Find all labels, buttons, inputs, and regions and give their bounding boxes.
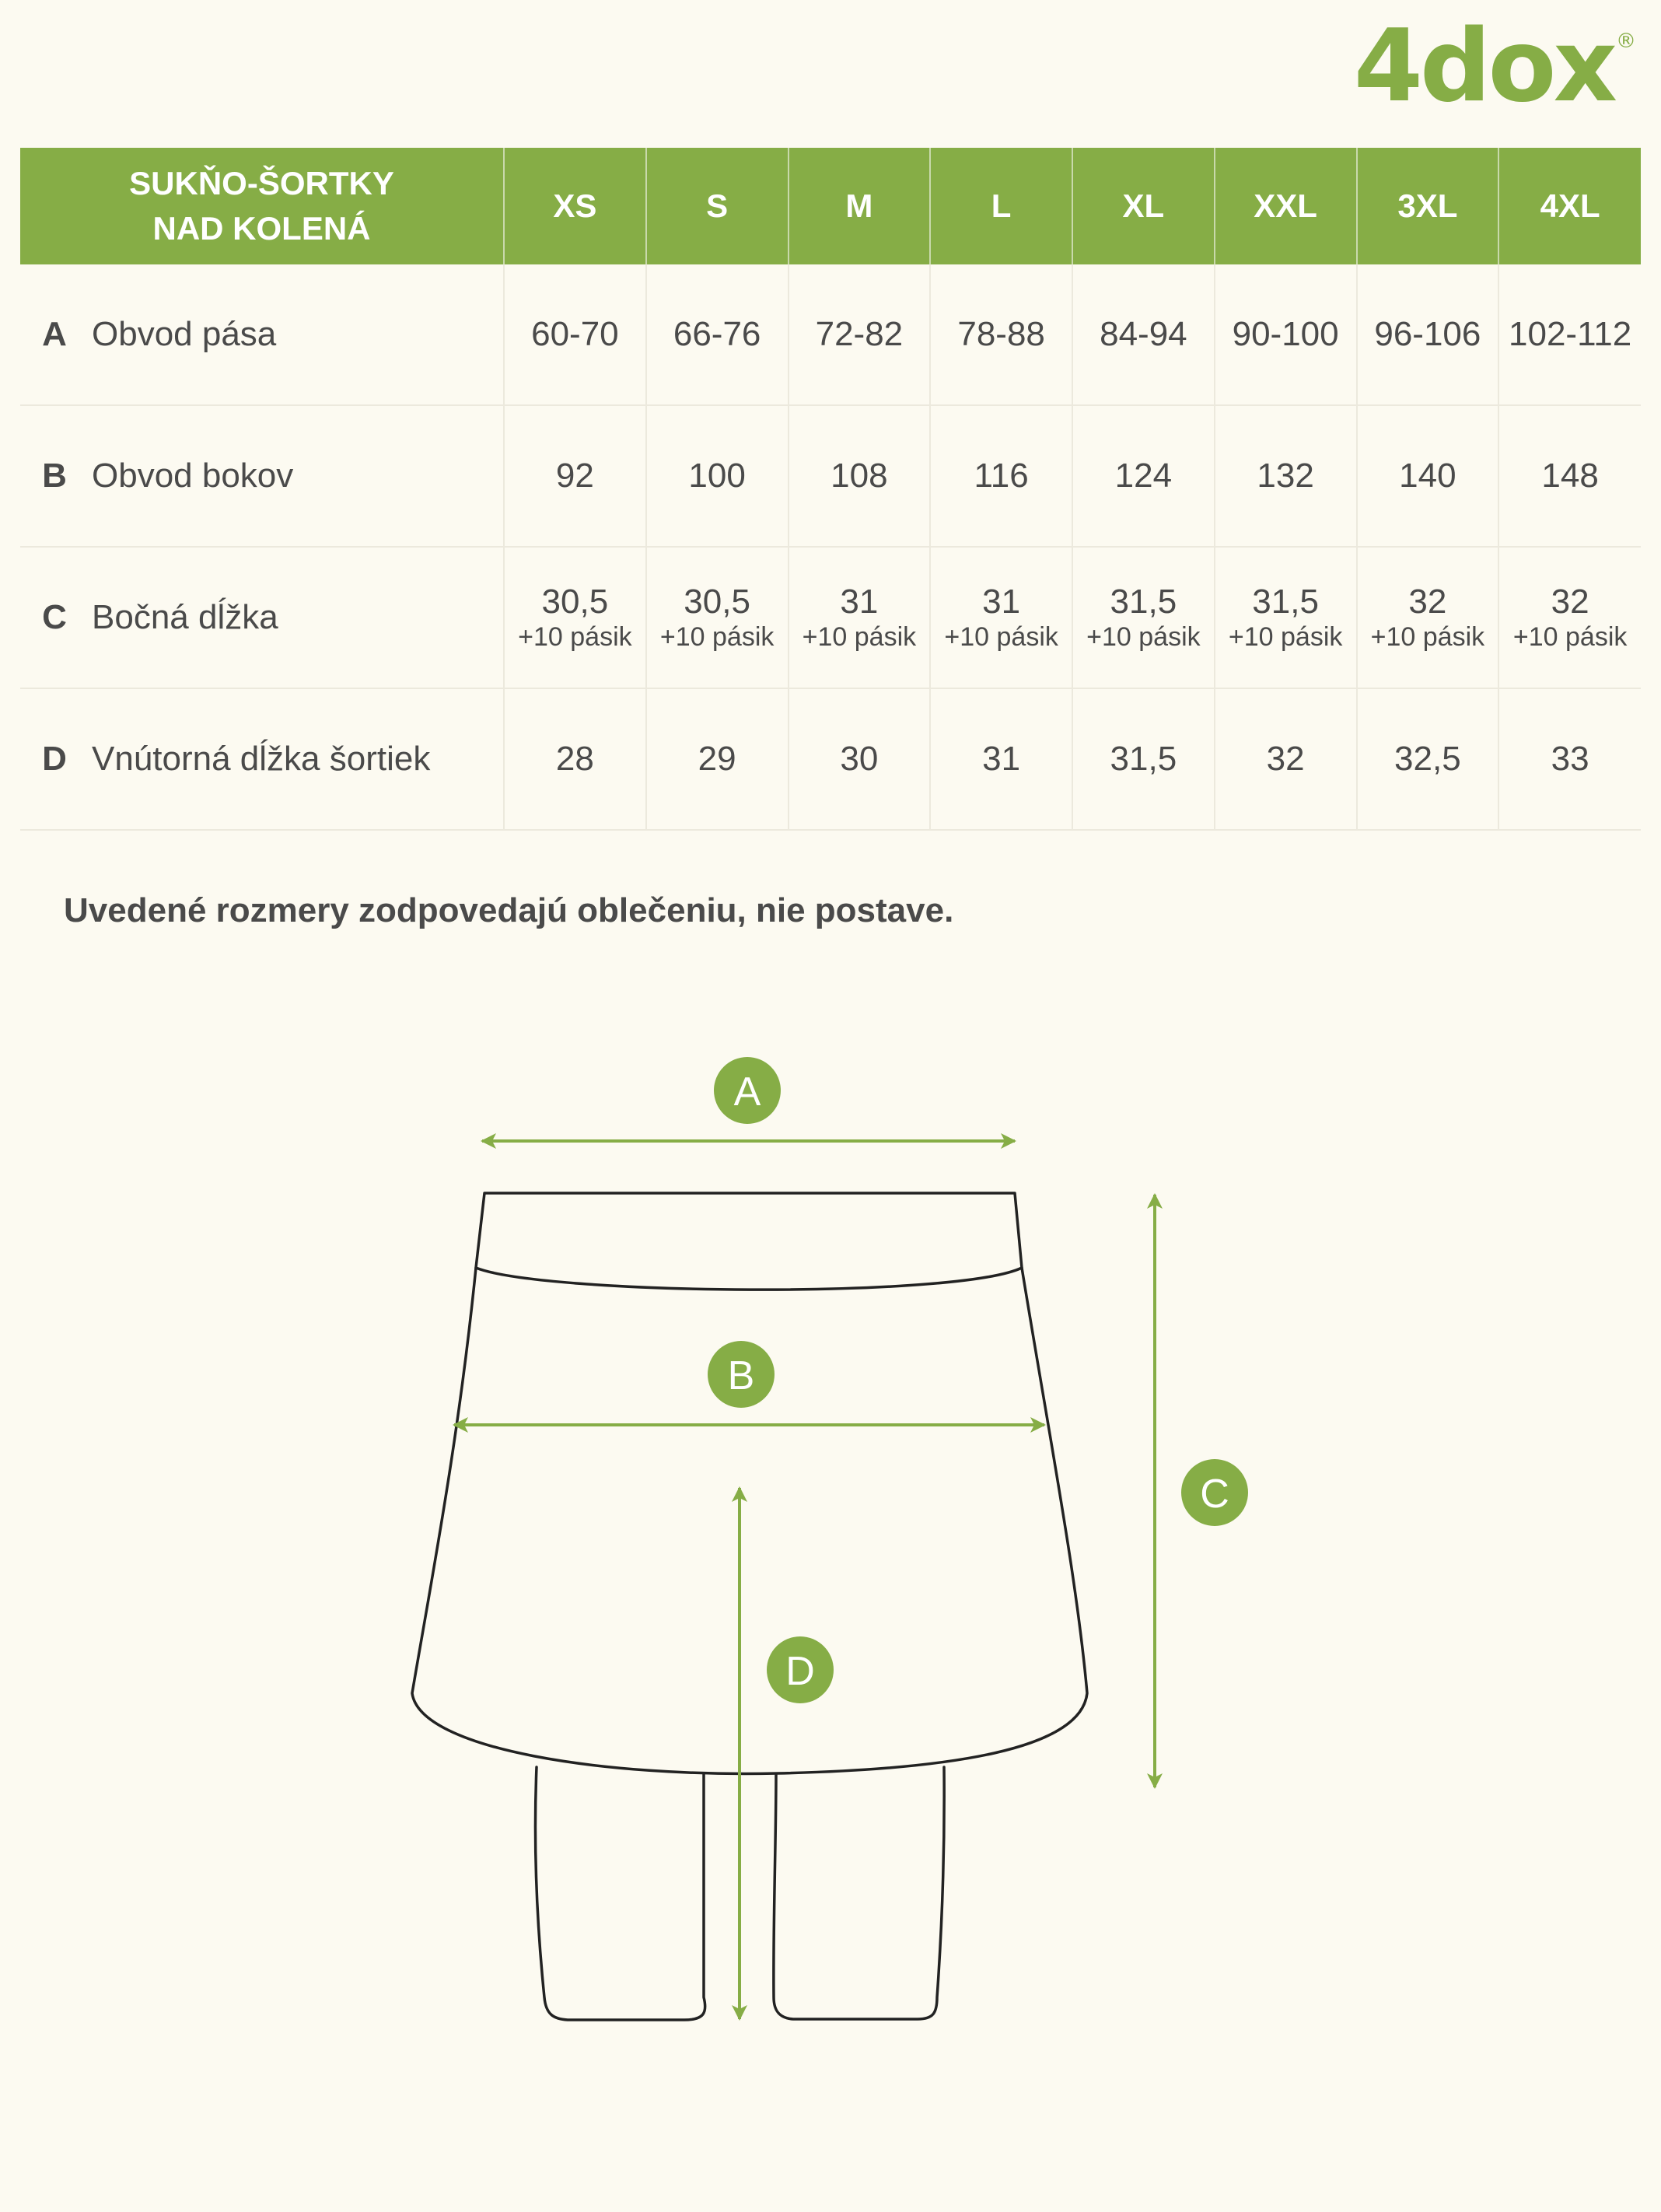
- size-header: L: [930, 148, 1072, 264]
- row-label: Vnútorná dĺžka šortiek: [89, 688, 504, 830]
- size-header: S: [646, 148, 789, 264]
- cell-main-value: 30,5: [541, 583, 609, 621]
- size-header: 4XL: [1498, 148, 1641, 264]
- row-label: Obvod pása: [89, 264, 504, 405]
- cell-value: 78-88: [930, 264, 1072, 405]
- badge-c: [1181, 1459, 1248, 1526]
- cell-value: 32,5: [1357, 688, 1499, 830]
- row-label: Obvod bokov: [89, 405, 504, 547]
- skort-outline: [412, 1193, 1087, 2020]
- cell-value: 132: [1215, 405, 1357, 547]
- cell-value: 28: [504, 688, 646, 830]
- cell-value: 29: [646, 688, 789, 830]
- badge-b: [708, 1341, 775, 1408]
- cell-value: 32: [1215, 688, 1357, 830]
- cell-value: 124: [1072, 405, 1215, 547]
- cell-sub-value: +10 pásik: [1228, 622, 1343, 652]
- cell-main-value: 30,5: [684, 583, 750, 621]
- cell-sub-value: +10 pásik: [1512, 622, 1628, 652]
- cell-main-value: 32: [1551, 583, 1589, 621]
- cell-value: 92: [504, 405, 646, 547]
- size-header: XXL: [1215, 148, 1357, 264]
- shorts-left-leg: [535, 1767, 705, 2020]
- badge-a-label: A: [733, 1069, 761, 1115]
- cell-sub-value: +10 pásik: [802, 622, 917, 652]
- cell-value: 96-106: [1357, 264, 1499, 405]
- cell-sub-value: +10 pásik: [659, 622, 775, 652]
- badge-d-label: D: [785, 1649, 815, 1694]
- cell-value: 33: [1498, 688, 1641, 830]
- cell-value: 100: [646, 405, 789, 547]
- cell-value: 30: [789, 688, 931, 830]
- size-header: XS: [504, 148, 646, 264]
- cell-value: 31,5: [1072, 688, 1215, 830]
- cell-main-value: 31: [840, 583, 879, 621]
- cell-value: 140: [1357, 405, 1499, 547]
- size-header: M: [789, 148, 931, 264]
- badge-c-label: C: [1200, 1472, 1229, 1517]
- cell-value: 116: [930, 405, 1072, 547]
- row-letter: A: [20, 264, 89, 405]
- cell-value: 148: [1498, 405, 1641, 547]
- badge-d: [767, 1636, 834, 1703]
- badge-a: [714, 1057, 781, 1124]
- row-letter: C: [20, 547, 89, 688]
- cell-main-value: 31: [982, 583, 1021, 621]
- shorts-right-leg: [774, 1767, 944, 2019]
- cell-main-value: 32: [1408, 583, 1447, 621]
- cell-sub-value: +10 pásik: [518, 622, 632, 652]
- cell-value: 102-112: [1498, 264, 1641, 405]
- cell-sub-value: +10 pásik: [944, 622, 1058, 652]
- row-letter: D: [20, 688, 89, 830]
- table-title-line1: SUKŇO-ŠORTKY: [129, 165, 394, 201]
- registered-mark: ®: [1616, 30, 1633, 53]
- cell-value: 60-70: [504, 264, 646, 405]
- cell-sub-value: +10 pásik: [1086, 622, 1201, 652]
- cell-value: 31: [930, 688, 1072, 830]
- logo-text: 4dox: [1353, 9, 1614, 124]
- cell-value: 90-100: [1215, 264, 1357, 405]
- cell-main-value: 31,5: [1252, 583, 1319, 621]
- badge-b-label: B: [727, 1353, 755, 1398]
- size-header: XL: [1072, 148, 1215, 264]
- row-label: Bočná dĺžka: [89, 547, 504, 688]
- cell-sub-value: +10 pásik: [1370, 622, 1485, 652]
- size-header: 3XL: [1357, 148, 1499, 264]
- table-title-line2: NAD KOLENÁ: [152, 210, 371, 247]
- cell-value: 66-76: [646, 264, 789, 405]
- cell-value: 108: [789, 405, 931, 547]
- cell-value: 72-82: [789, 264, 931, 405]
- row-letter: B: [20, 405, 89, 547]
- size-note: Uvedené rozmery zodpovedajú oblečeniu, nie postave.: [64, 891, 954, 929]
- skirt-body: [412, 1193, 1087, 1773]
- cell-main-value: 31,5: [1110, 583, 1177, 621]
- cell-value: 84-94: [1072, 264, 1215, 405]
